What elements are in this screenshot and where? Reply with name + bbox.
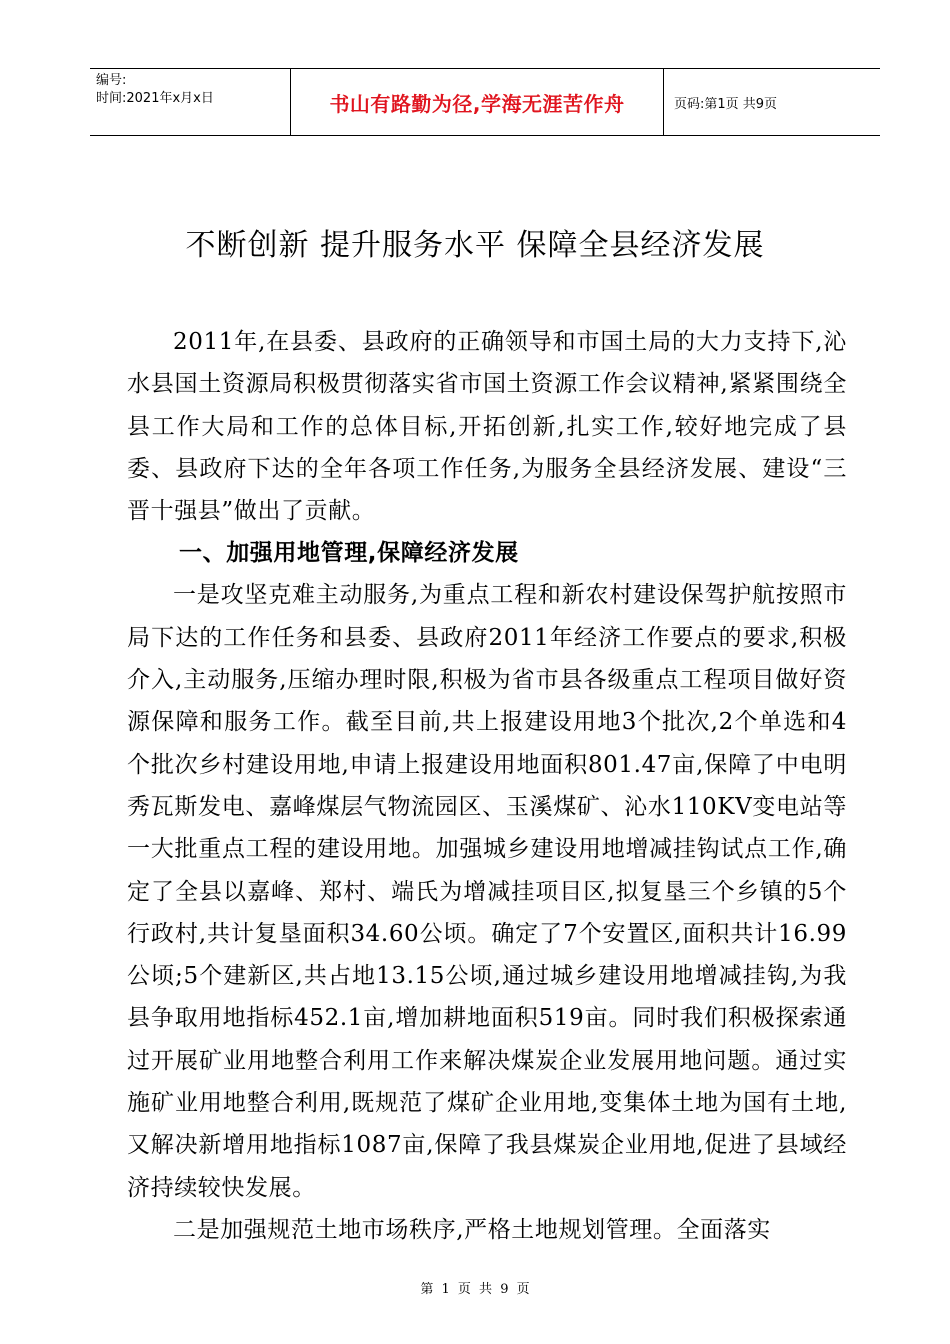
- document-header: [90, 68, 880, 136]
- document-title: 不断创新 提升服务水平 保障全县经济发展: [185, 228, 765, 263]
- page-label: 页码:第1页 共9页: [674, 96, 778, 112]
- motto-text: 书山有路勤为径,学海无涯苦作舟: [329, 91, 625, 116]
- header-meta: [90, 69, 291, 135]
- document-body: [127, 321, 847, 1251]
- time-label: 时间:2021年x月x日: [96, 91, 214, 106]
- intro-paragraph: 2011年,在县委、县政府的正确领导和市国土局的大力支持下,沁水县国土资源局积极贯彻落实省市国土资源工作会议精神,紧紧围绕全县工作大局和工作的总体目标,开拓创新,扎实工作,较好地完成了县委、县政府下达的全年各项工作任务,为服务全县经济发展、建设“三晋十强县”做出了贡献。: [127, 329, 847, 525]
- number-label: 编号:: [96, 73, 127, 88]
- page-footer: 第 1 页 共 9 页: [420, 1282, 530, 1297]
- body-paragraph: 一是攻坚克难主动服务,为重点工程和新农村建设保驾护航按照市局下达的工作任务和县委、县政府2011年经济工作要点的要求,积极介入,主动服务,压缩办理时限,积极为省市县各级重点工程项目做好资源保障和服务工作。截至目前,共上报建设用地3个批次,2个单选和4个批次乡村建设用地,申请上报建设用地面积801.47亩,保障了中电明秀瓦斯发电、嘉峰煤层气物流园区、玉溪煤矿、沁水110KV变电站等一大批重点工程的建设用地。加强城乡建设用地增减挂钩试点工作,确定了全县以嘉峰、郑村、端氏为增减挂项目区,拟复垦三个乡镇的5个行政村,共计复垦面积34.60公顷。确定了7个安置区,面积共计16.99公顷;5个建新区,共占地13.15公顷,通过城乡建设用地增减挂钩,为我县争取用地指标452.1亩,增加耕地面积519亩。同时我们积极探索通过开展矿业用地整合利用工作来解决煤炭企业发展用地问题。通过实施矿业用地整合利用,既规范了煤矿企业用地,变集体土地为国有土地,又解决新增用地指标1087亩,保障了我县煤炭企业用地,促进了县域经济持续较快发展。: [127, 582, 847, 1201]
- header-motto-cell: [291, 69, 664, 135]
- body-paragraph: 二是加强规范土地市场秩序,严格土地规划管理。全面落实: [173, 1216, 771, 1243]
- header-page-cell: [664, 69, 880, 135]
- section-heading: 一、加强用地管理,保障经济发展: [179, 540, 519, 567]
